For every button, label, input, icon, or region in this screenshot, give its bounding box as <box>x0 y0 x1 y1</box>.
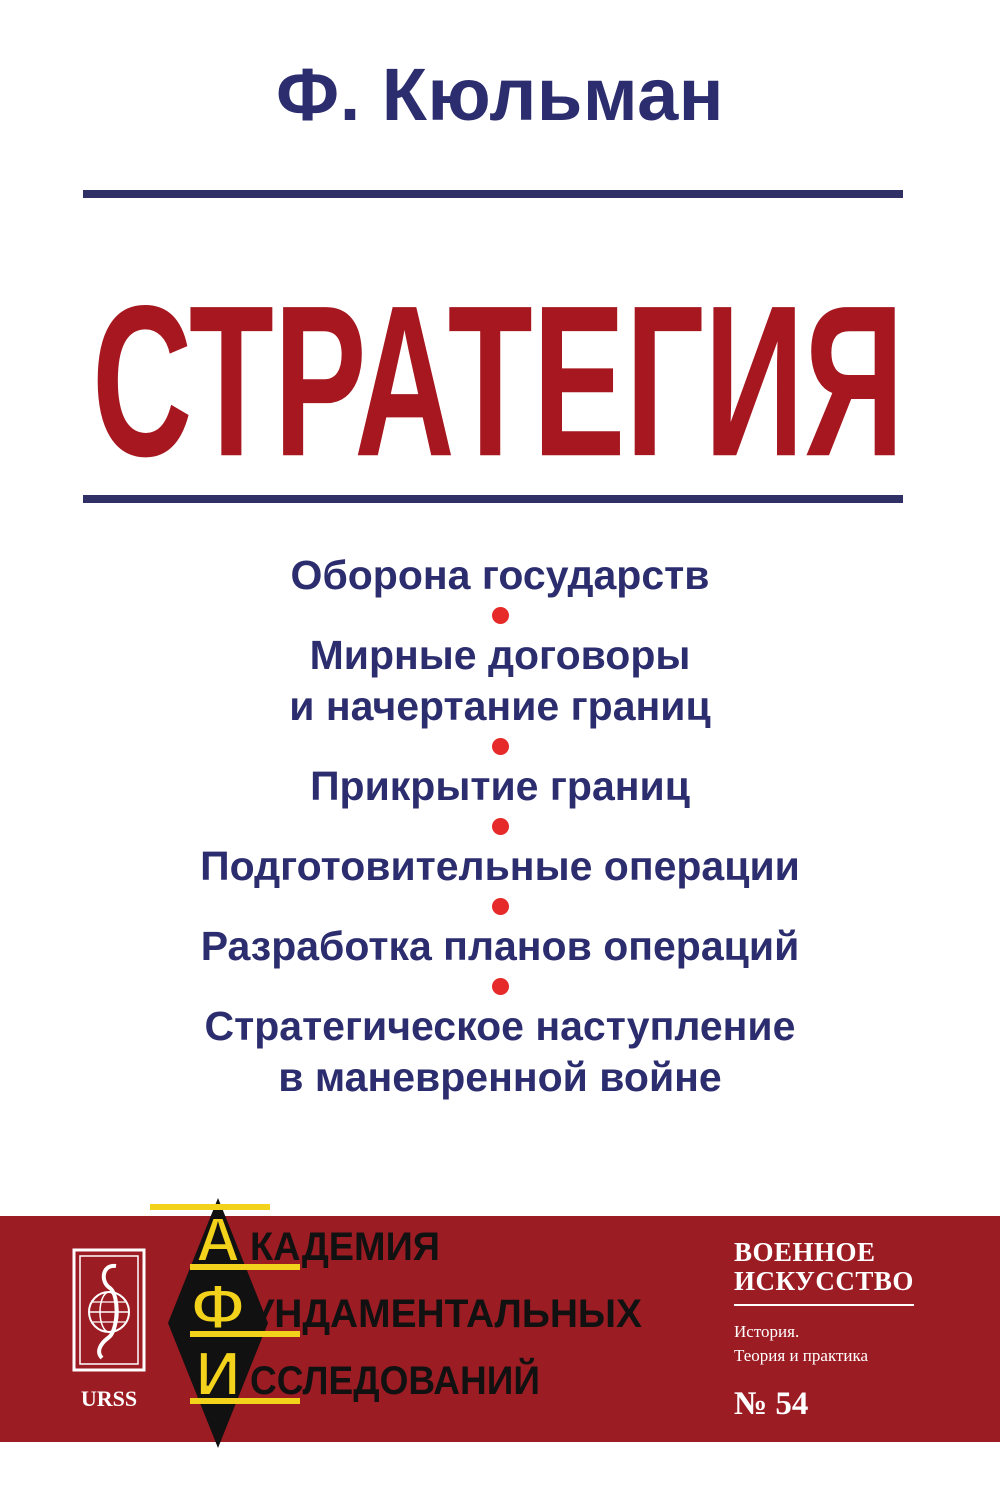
topic-item: Прикрытие границ <box>310 763 690 809</box>
bullet-dot-icon <box>492 818 509 835</box>
bullet-dot-icon <box>492 738 509 755</box>
series-block <box>734 1238 974 1423</box>
author-name: Ф. Кюльман <box>276 53 724 136</box>
topic-item: и начертание границ <box>289 683 711 729</box>
topics-list <box>0 550 1000 1103</box>
topic-item: Оборона государств <box>290 552 710 598</box>
series-subtitle-line1: История. <box>734 1322 800 1341</box>
cover-bottom-margin <box>0 1442 1000 1496</box>
book-title-text: СТРАТЕГИЯ <box>91 260 904 470</box>
top-divider <box>83 190 903 198</box>
afi-word-akademiya: КАДЕМИЯ <box>250 1225 440 1269</box>
series-subtitle-line2: Теория и практика <box>734 1346 869 1365</box>
afi-initial-i: И <box>195 1340 241 1409</box>
book-title <box>88 240 908 470</box>
series-title-line1: ВОЕННОЕ <box>734 1237 876 1267</box>
urss-logo-svg <box>72 1248 146 1416</box>
series-divider <box>734 1304 914 1306</box>
topic-item: Разработка планов операций <box>200 923 800 969</box>
topic-item: в маневренной войне <box>278 1054 722 1100</box>
afi-logo-svg <box>150 1198 670 1448</box>
bottom-divider <box>83 495 903 503</box>
bullet-dot-icon <box>492 978 509 995</box>
topic-item: Подготовительные операции <box>200 843 800 889</box>
topic-item: Мирные договоры <box>309 632 691 678</box>
series-number: № 54 <box>734 1386 809 1422</box>
afi-initial-a: А <box>195 1206 241 1275</box>
urss-logo <box>72 1248 146 1416</box>
series-title-line2: ИСКУССТВО <box>734 1266 914 1296</box>
afi-logo <box>150 1198 670 1448</box>
afi-word-issledovaniy: ССЛЕДОВАНИЙ <box>250 1359 564 1403</box>
urss-logo-text: URSS <box>80 1386 138 1411</box>
afi-initial-f: Ф <box>191 1273 245 1342</box>
afi-word-fundamentalnykh: УНДАМЕНТАЛЬНЫХ <box>250 1292 643 1336</box>
book-title-svg <box>88 240 908 470</box>
bullet-dot-icon <box>492 898 509 915</box>
topic-item: Стратегическое наступление <box>204 1003 796 1049</box>
bullet-dot-icon <box>492 607 509 624</box>
